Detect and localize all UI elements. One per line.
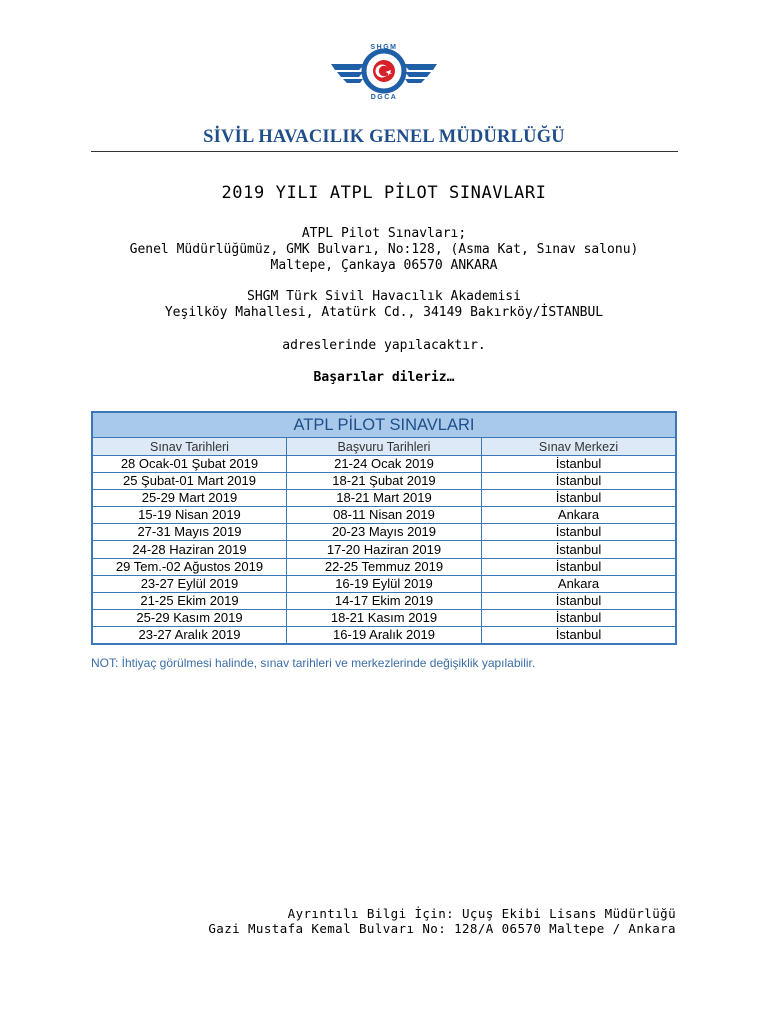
left-wing-icon [331, 64, 365, 83]
exam-date-cell: 25-29 Kasım 2019 [92, 609, 286, 626]
application-date-cell: 18-21 Mart 2019 [286, 490, 481, 507]
table-row [92, 541, 676, 558]
address-line: Yeşilköy Mahallesi, Atatürk Cd., 34149 Bakırköy/İSTANBUL [164, 305, 604, 320]
table-row [92, 473, 676, 490]
exam-center-cell: İstanbul [482, 473, 676, 490]
application-date-cell: 21-24 Ocak 2019 [286, 456, 481, 473]
exam-center-cell: İstanbul [482, 456, 676, 473]
address-istanbul [0, 289, 768, 321]
organization-title: SİVİL HAVACILIK GENEL MÜDÜRLÜĞÜ [203, 127, 565, 147]
application-date-cell: 16-19 Eylül 2019 [286, 575, 481, 592]
address-line: Maltepe, Çankaya 06570 ANKARA [270, 258, 498, 273]
table-title: ATPL PİLOT SINAVLARI [92, 412, 676, 438]
table-row [92, 558, 676, 575]
address-line: SHGM Türk Sivil Havacılık Akademisi [247, 289, 521, 304]
table-row [92, 524, 676, 541]
exam-date-cell: 25-29 Mart 2019 [92, 490, 286, 507]
exam-center-cell: İstanbul [482, 558, 676, 575]
table-row [92, 626, 676, 644]
exam-date-cell: 25 Şubat-01 Mart 2019 [92, 473, 286, 490]
exam-date-cell: 24-28 Haziran 2019 [92, 541, 286, 558]
document-title: 2019 YILI ATPL PİLOT SINAVLARI [221, 183, 547, 203]
table-row [92, 592, 676, 609]
address-line: ATPL Pilot Sınavları; [301, 226, 467, 241]
address-line: Genel Müdürlüğümüz, GMK Bulvarı, No:128, (Asma Kat, Sınav salonu) [129, 242, 639, 257]
exam-date-cell: 21-25 Ekim 2019 [92, 592, 286, 609]
column-header-exam-dates: Sınav Tarihleri [92, 438, 286, 456]
footer-contact-line: Ayrıntılı Bilgi İçin: Uçuş Ekibi Lisans Müdürlüğü [287, 906, 676, 921]
exam-date-cell: 23-27 Aralık 2019 [92, 626, 286, 644]
exam-center-cell: İstanbul [482, 524, 676, 541]
table-row [92, 490, 676, 507]
exam-date-cell: 28 Ocak-01 Şubat 2019 [92, 456, 286, 473]
header-divider [91, 151, 678, 152]
location-statement: adreslerinde yapılacaktır. [282, 338, 486, 353]
exam-center-cell: Ankara [482, 507, 676, 524]
column-header-application-dates: Başvuru Tarihleri [286, 438, 481, 456]
exam-center-cell: İstanbul [482, 490, 676, 507]
application-date-cell: 08-11 Nisan 2019 [286, 507, 481, 524]
exam-center-cell: İstanbul [482, 592, 676, 609]
application-date-cell: 17-20 Haziran 2019 [286, 541, 481, 558]
exam-date-cell: 23-27 Eylül 2019 [92, 575, 286, 592]
footer-address-line: Gazi Mustafa Kemal Bulvarı No: 128/A 06570 Maltepe / Ankara [208, 921, 676, 936]
logo-top-text: SHGM [370, 44, 398, 51]
table-header-row [92, 438, 676, 456]
table-row [92, 456, 676, 473]
application-date-cell: 16-19 Aralık 2019 [286, 626, 481, 644]
application-date-cell: 22-25 Temmuz 2019 [286, 558, 481, 575]
table-row [92, 609, 676, 626]
good-luck-wish: Başarılar dileriz… [313, 370, 455, 385]
exam-center-cell: İstanbul [482, 626, 676, 644]
logo-bottom-text: DGCA [370, 94, 398, 101]
exam-schedule-table [91, 411, 677, 645]
exam-center-cell: Ankara [482, 575, 676, 592]
exam-date-cell: 15-19 Nisan 2019 [92, 507, 286, 524]
table-row [92, 507, 676, 524]
exam-date-cell: 29 Tem.-02 Ağustos 2019 [92, 558, 286, 575]
table-title-row [92, 412, 676, 438]
right-wing-icon [403, 64, 437, 83]
column-header-exam-center: Sınav Merkezi [482, 438, 676, 456]
exam-center-cell: İstanbul [482, 609, 676, 626]
application-date-cell: 14-17 Ekim 2019 [286, 592, 481, 609]
shgm-dgca-logo [329, 40, 439, 102]
exam-center-cell: İstanbul [482, 541, 676, 558]
application-date-cell: 20-23 Mayıs 2019 [286, 524, 481, 541]
address-ankara [0, 226, 768, 274]
table-row [92, 575, 676, 592]
change-notice: NOT: İhtiyaç görülmesi halinde, sınav tarihleri ve merkezlerinde değişiklik yapılabilir. [91, 656, 536, 670]
exam-date-cell: 27-31 Mayıs 2019 [92, 524, 286, 541]
application-date-cell: 18-21 Kasım 2019 [286, 609, 481, 626]
application-date-cell: 18-21 Şubat 2019 [286, 473, 481, 490]
